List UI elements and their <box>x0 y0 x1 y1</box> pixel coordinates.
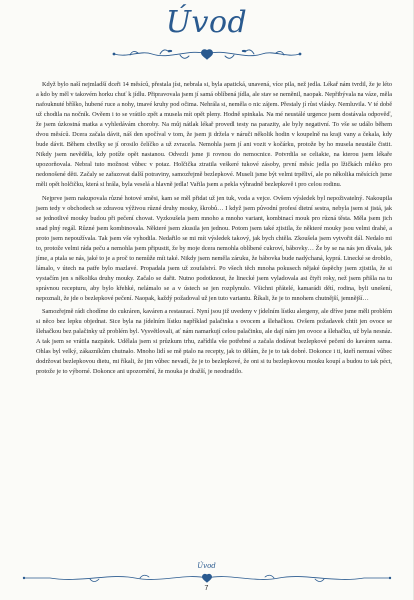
running-footer-title: Úvod <box>197 562 216 570</box>
body-paragraph: Samozřejmě rádi chodíme do cukráren, kaváren a restaurací. Nyní jsou již uvedeny v jídelním lístku alergeny, ale dříve jsme měli problém si něco bez lepku objednat. Sice byla na jídelním lístku například palačinka s ovocem a šlehačkou. Ovšem požadavek chtít jen ovoce se šlehačkou bez palačinky už problém byl. Vysvětlovali, ať nám namarkují celou palačinku, ale dají nám jen ovoce a šlehačku, už byla nesnáz. A tak jsem se vrátila nazpátek. Udělala jsem si průzkum trhu, zařídila vše potřebné a začala dodávat bezlepkové pečení do kaváren sama. Ohlas byl velký, zákazníkům chutnalo. Mnoho lidí se mě ptalo na recepty, jak to dělám, že je to tak dobré. Dokonce i ti, kteří nemusí vůbec dodržovat bezlepkovou dietu, mi říkali, že jim vůbec nevadí, že je to bezlepkové, že oni si tu bezlepkovou mouku koupí a budou to tak péct, protože je to výborné. Dokonce ani upozornění, že mouka je dražší, je neodradilo. <box>36 308 392 376</box>
body-paragraph: Když bylo naší nejmladší dceři 14 měsíců, přestala jíst, nebrala si, byla apatická, unavená, více pila, než jedla. Lékař nám tvrdil, že je léto a kdo by měl v takovém horku chuť k jídlu. Připravovala jsem jí samá oblíbená jídla, ale stav se neměnil, naopak. Nepřibývala na váze, měla nafouknuté bříško, hubené ruce a nohy, tmavé kruhy pod očima. Nehrála si, neměla o nic zájem. Přestaly jí růst vlásky. Nemluvila. V té době už chodila na nočník. Ověem i to se vrátilo zpět a musela mít opět pleny. Hodně spinkala. Na mé neustálé urgence jsem dostávala odpověď, že jsem úzkostná matka a vyhledávám choroby. Na můj nátlak lékař provedl testy na parazity, ale byly negativní. To vše se událo během dvou měsíců. Dcera začala dávit, náš den spočíval v tom, že jsem ji držela v náruči několik hodin v koupelně na kraji vany a čekala, kdy bude dávit. Během chvilky se jí orosilo čelíčko a už zvracela. Nemohla jsem jí ani vozit v kočárku, protože by ho musela neustále čistit. Nikdy jsem nevěděla, kdy potíže opět nastanou. Odvezli jsme ji rovnou do nemocnice. Potvrdila se celiakie, na kterou jsem lékaře upozorňovala. Nebral tuto možnost vůbec v potaz. Holčička ztratila veškeré tukové zásoby, první měsíc jedla po lžičkách mléko pro nedonošené děti. Začaly se zařazovat další potraviny, samozřejmě bezlepkové. Museli jsme být velmi trpěliví, ale po několika měsících jsme měli opět holčičku, která si hrála, byla veselá a hlavně jedla! Vařila jsem a pekla výhradně bezlepkově i pro celou rodinu. <box>36 81 392 189</box>
body-paragraph: Nejprve jsem nakupovala různé hotové směsi, kam se měl přidat už jen tuk, voda a vejce. Ovšem výsledek byl nepoživatelný. Nakoupila jsem tedy v obchodech se zdravou výživou různé druhy mouky, škrobů… I když jsem původní profesí dietní sestra, nebyla jsem si jistá, jak se jednotlivé mouky budou při pečení chovat. Vyzkoušela jsem mnoho a mnoho variant, kombinací mouk pro různá těsta. Měla jsem jich snad plný regál. Různé jsem kombinovala. Některé jsem zkusila jen jednou. Potom jsem také zjistila, že některé mouky jsou velmi drahé, a proto jsem nepoužívala. Tak jsem vše vyhodila. Nedařilo se mi mít výsledek takový, jak bych chtěla. Zkoušela jsem vytvořit dál. Nedalo mi to, protože velmi ráda peču a nemohla jsem připustit, že by moje dcera nemohla oblíbené cukroví, bábovky… Že by se na nás jen dívala, jak jíme, a ptala se nás, jaké to je a proč to nemůže mít také. Nikdy jsem neměla záruku, že bábovka bude nadýchaná, kyprá. Linecké se drobilo, lámalo, v útech na patře bylo mazlavé. Propadala jsem už zoufalství. Po všech těch mnoha pokusech nějaké úspěchy jsem zjistila, že si vystačím jen s několika druhy mouky. Začalo se dařit. Nutno podotknout, že linecké jsem vyladovala asi čtyři roky, než jsem přišla na tu správnou recepturu, aby bylo křehké, nelámalo se a v ústech se jen rozplynulo. Všichni přátelé, kamarádi dětí, rodina, byli unešení, nepoznali, že jde o bezlepkové pečení. Naopak, každý požadoval už jen tuto variantu. Říkali, že je to mnohem chutnější, jemnější… <box>36 194 392 302</box>
chapter-title: Úvod <box>165 5 248 40</box>
page-number: 7 <box>204 585 209 592</box>
chapter-heading <box>0 6 413 40</box>
chapter-body <box>36 80 392 377</box>
bottom-floral-ornament <box>20 571 394 585</box>
top-floral-ornament <box>100 46 314 62</box>
